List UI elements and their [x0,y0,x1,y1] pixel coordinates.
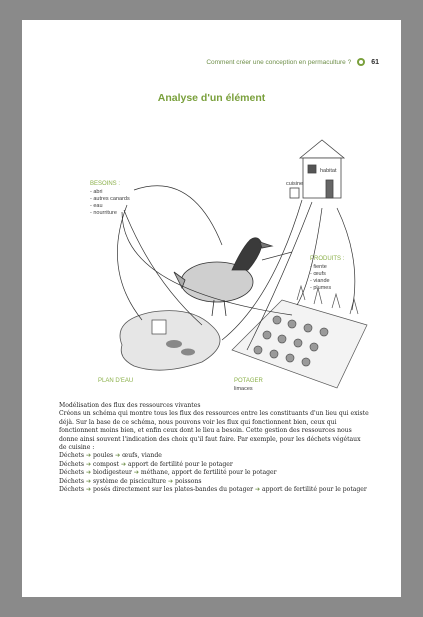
duck-drawing [174,238,272,316]
potager-label: POTAGER [234,378,263,384]
arrow-icon: ➔ [85,486,92,494]
habitat-label: habitat [320,168,337,174]
body-text [59,402,369,494]
flow-line: Déchets ➔ poules ➔ œufs, viande [59,452,162,460]
body-paragraph: Créons un schéma qui montre tous les flux des ressources entre les constituants d'un lieu qui existe déjà. Sur la base de ce schéma, nous pouvons voir les flux qui fonctionnent bien, ceux qui fonctionnent moins bien, et enfin ceux dont le lieu a besoin. Cette gestion des ressources nous donne ainsi souvent l'indication des choix qu'il faut faire. Par exemple, pour les déchets végétaux de cuisine : [59,410,369,452]
spiral-logo-icon [357,58,365,66]
flow-line: Déchets ➔ système de pisciculture ➔ poissons [59,477,202,485]
produits-item: - œufs [310,271,326,277]
arrow-icon: ➔ [85,477,92,485]
arrow-icon: ➔ [120,460,127,468]
besoins-item: - nourriture [90,210,117,216]
book-page [22,20,401,597]
flow-line: Déchets ➔ compost ➔ apport de fertilité pour le potager [59,460,233,468]
cuisine-label: cuisine [286,181,304,187]
pond-drawing [120,311,220,371]
produits-item: - fiente [310,264,327,270]
plan-eau-label: PLAN D'EAU [98,378,134,384]
arrow-icon: ➔ [85,452,92,460]
arrow-icon: ➔ [133,469,139,477]
produits-title: PRODUITS : [310,256,345,262]
besoins-title: BESOINS : [90,181,121,187]
page-header [206,58,379,66]
produits-item: - plumes [310,285,332,291]
running-title: Comment créer une conception en permaculture ? [206,58,352,66]
arrow-icon: ➔ [254,486,261,494]
arrow-icon: ➔ [85,469,92,477]
page-number: 61 [371,58,379,66]
garden-drawing [232,286,367,388]
flow-line: Déchets ➔ biodigesteur ➔ méthane, apport de fertilité pour le potager [59,469,277,477]
besoins-item: - eau [90,203,103,209]
section-title: Analyse d'un élément [157,92,266,104]
body-heading: Modélisation des flux des ressources vivantes [59,402,201,409]
produits-item: - viande [310,278,330,284]
flow-line: Déchets ➔ posés directement sur les plates-bandes du potager ➔ apport de fertilité pour le potager [59,486,367,494]
besoins-item: - autres canards [90,196,130,202]
arrow-icon: ➔ [167,477,174,485]
limaces-label: limaces [234,386,253,392]
element-analysis-illustration [82,130,372,395]
arrow-icon: ➔ [115,452,121,460]
besoins-item: - abri [90,189,103,195]
arrow-icon: ➔ [85,460,92,468]
